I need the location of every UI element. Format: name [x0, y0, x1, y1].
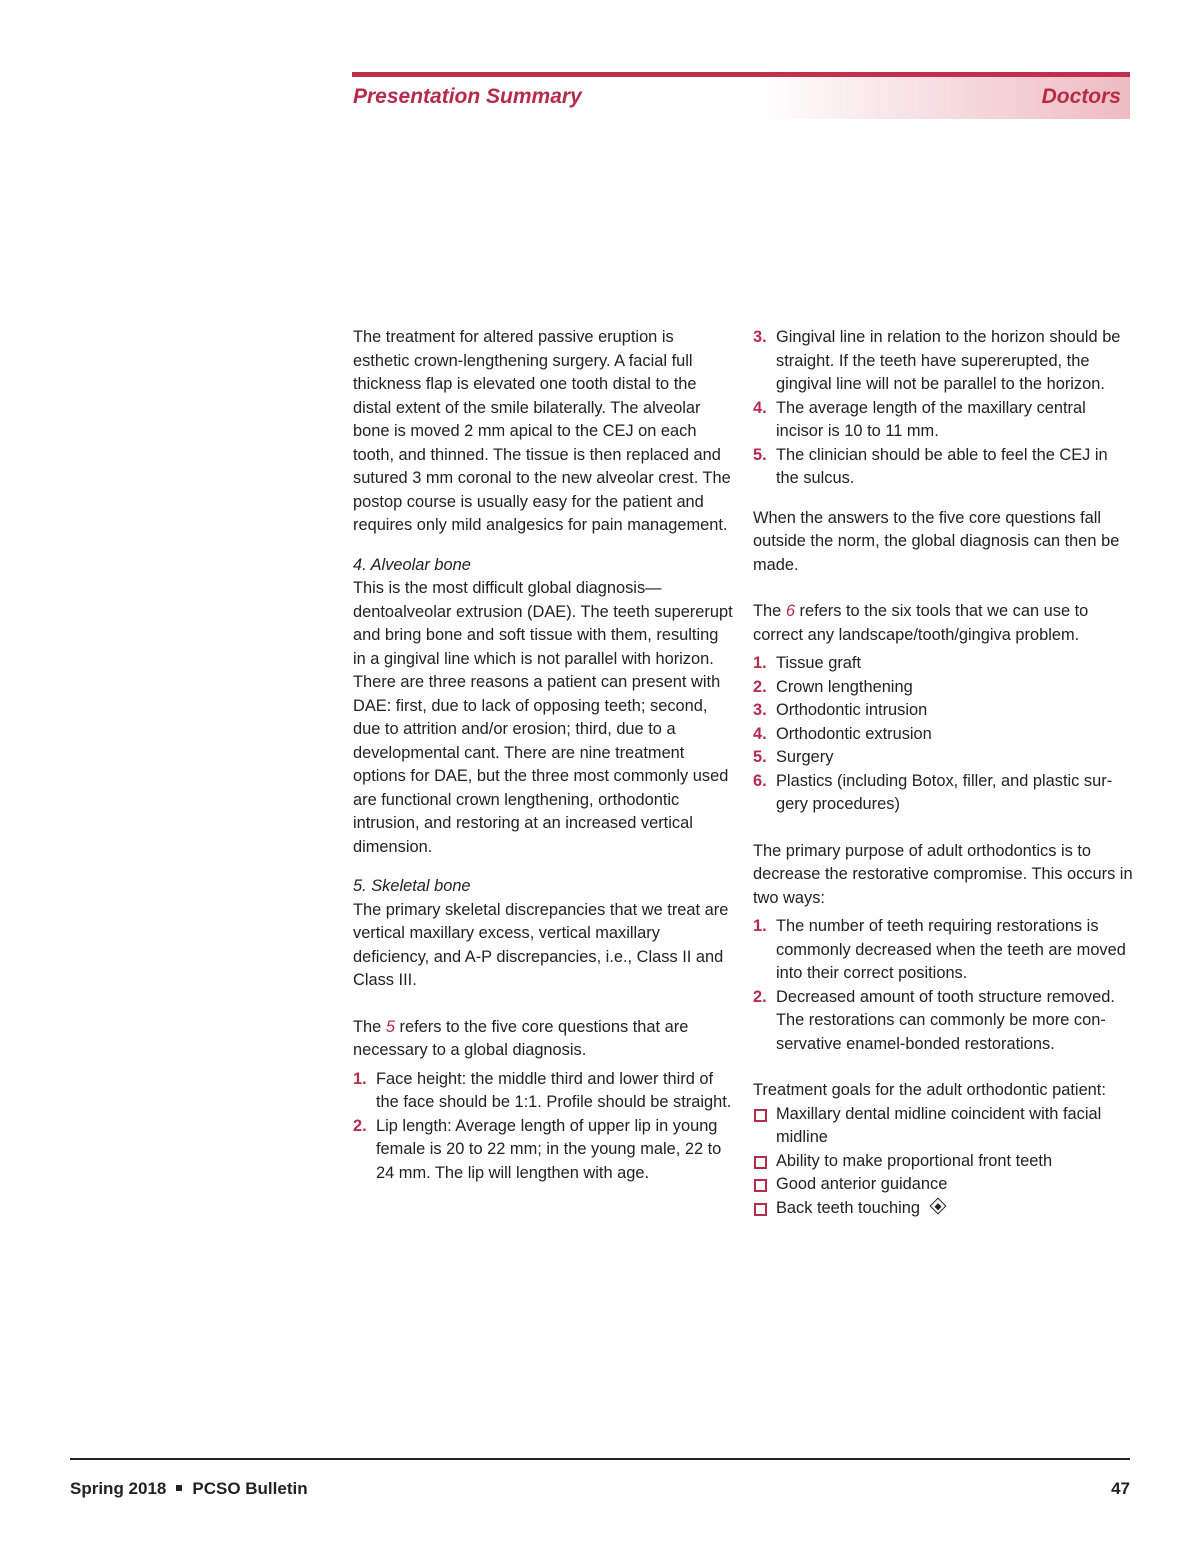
right-column [753, 326, 1133, 1220]
core-questions-list [353, 1068, 733, 1186]
left-column [353, 326, 733, 1185]
ways-list [753, 915, 1133, 1056]
five-intro-paragraph: The 5 refers to the five core questions that are necessary to a global diagnosis. [353, 1017, 689, 1059]
goals-list [753, 1103, 1133, 1221]
six-intro-paragraph: The 6 refers to the six tools that we can use to correct any landscape/tooth/gingiva problem. [753, 602, 1089, 644]
list-item: 1. Face height: the middle third and lower third of the face should be 1:1. Profile should be straight. [353, 1069, 732, 1111]
category-label: Doctors [1041, 85, 1121, 108]
five-number: 5 [385, 1017, 395, 1036]
goals-intro-paragraph: Treatment goals for the adult orthodontic patient: [753, 1081, 1106, 1099]
list-item: 2. Decreased amount of tooth structure removed. The restorations can commonly be more con-servative enamel-bonded restorations. [753, 987, 1115, 1053]
footer-issue: Spring 2018 PCSO Bulletin [70, 1479, 308, 1498]
page-number: 47 [1111, 1479, 1130, 1498]
list-item: 5. Surgery [753, 748, 834, 766]
list-item: 6. Plastics (including Botox, filler, and plastic sur-gery procedures) [753, 771, 1113, 813]
list-item: Ability to make proportional front teeth [753, 1150, 1133, 1174]
list-item: 4. The average length of the maxillary central incisor is 10 to 11 mm. [753, 398, 1086, 440]
alveolar-heading: 4. Alveolar bone [353, 555, 471, 574]
intro-paragraph: The treatment for altered passive eruption is esthetic crown-lengthening surgery. A facial full thickness flap is elevated one tooth distal to the distal extent of the smile bilaterally. The alveolar bone is moved 2 mm apical to the CEJ on each tooth, and thinned. The tissue is then replaced and sutured 3 mm coronal to the new alveolar crest. The postop course is usually easy for the patient and requires only mild analgesics for pain management. [353, 328, 731, 534]
list-item: 3. Orthodontic intrusion [753, 701, 928, 719]
list-item: 1. The number of teeth requiring restorations is commonly decreased when the teeth are moved into their correct positions. [753, 917, 1126, 982]
list-item: 4. Orthodontic extrusion [753, 724, 932, 743]
tools-list [753, 652, 1133, 817]
page-header [352, 72, 1130, 119]
list-item: Back teeth touching [753, 1197, 1133, 1221]
separator-square-icon [176, 1485, 182, 1491]
checkbox-square-icon [754, 1109, 767, 1122]
footer-divider [70, 1458, 1130, 1460]
list-item: 2. Lip length: Average length of upper lip in young female is 20 to 22 mm; in the young male, 22 to 24 mm. The lip will lengthen with age. [353, 1116, 722, 1182]
section-title: Presentation Summary [353, 85, 582, 108]
list-item: 2. Crown lengthening [753, 677, 913, 696]
list-item: Good anterior guidance [753, 1173, 1133, 1197]
six-number: 6 [785, 602, 795, 620]
purpose-paragraph: The primary purpose of adult orthodontics is to decrease the restorative compromise. This occurs in two ways: [753, 841, 1133, 907]
checkbox-square-icon [754, 1179, 767, 1192]
end-mark-diamond-icon [929, 1197, 946, 1214]
alveolar-paragraph: This is the most difficult global diagnosis—dentoalveolar extrusion (DAE). The teeth supererupt and bring bone and soft tissue with them, resulting in a gingival line which is not parallel with horizon. There are three reasons a patient can present with DAE: first, due to lack of opposing teeth; second, due to attrition and/or erosion; third, due to a developmental cant. There are nine treatment options for DAE, but the three most commonly used are functional crown lengthening, orthodontic intrusion, and restoring at an increased vertical dimension. [353, 579, 733, 856]
list-item: Maxillary dental midline coincident with facial midline [753, 1103, 1133, 1150]
global-note-paragraph: When the answers to the five core questions fall outside the norm, the global diagnosis can then be made. [753, 508, 1120, 574]
checkbox-square-icon [754, 1156, 767, 1169]
list-item: 3. Gingival line in relation to the horizon should be straight. If the teeth have supererupted, the gingival line will not be parallel to the horizon. [753, 328, 1121, 393]
list-item: 5. The clinician should be able to feel the CEJ in the sulcus. [753, 445, 1108, 487]
list-item: 1. Tissue graft [753, 654, 862, 672]
core-questions-list-continued [753, 326, 1133, 491]
skeletal-heading: 5. Skeletal bone [353, 877, 471, 895]
skeletal-paragraph: The primary skeletal discrepancies that we treat are vertical maxillary excess, vertical maxillary deficiency, and A-P discrepancies, i.e., Class II and Class III. [353, 900, 729, 989]
checkbox-square-icon [754, 1203, 767, 1216]
